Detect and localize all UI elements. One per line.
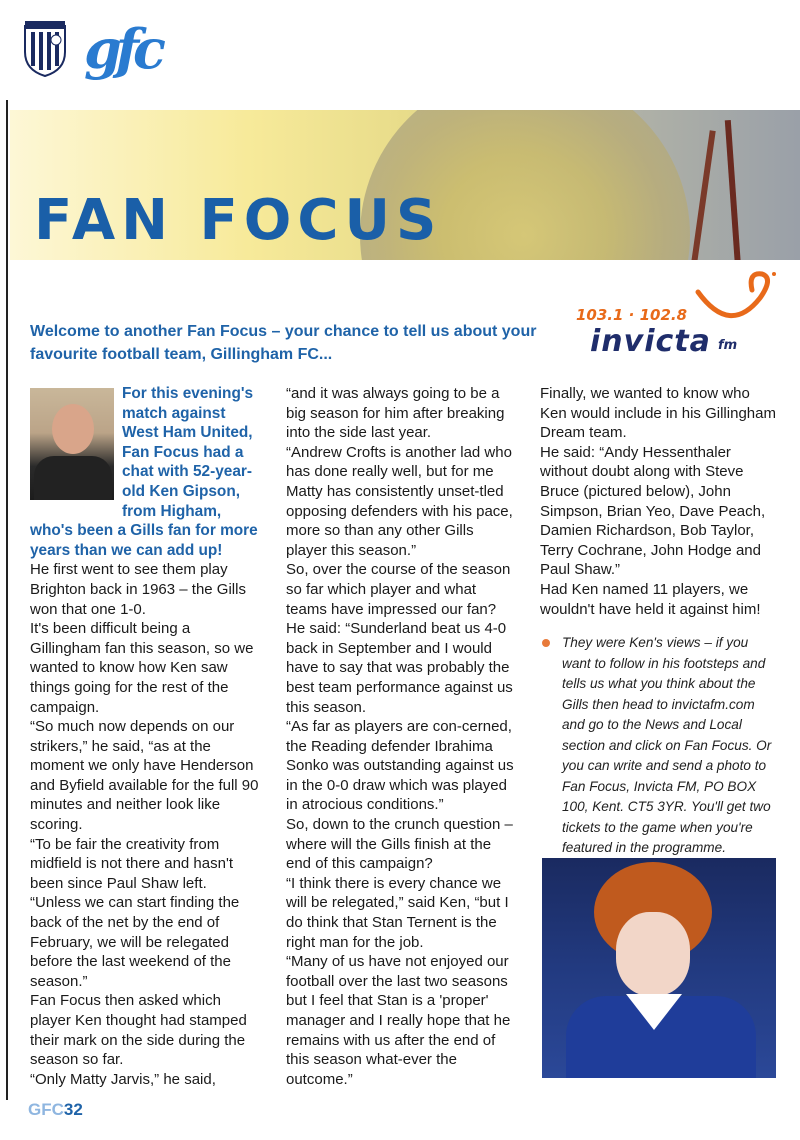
- radio-frequency: 103.1 · 102.8: [576, 306, 688, 324]
- portrait-head: [52, 404, 94, 454]
- paragraph: He said: “Andy Hessenthaler without doubt along with Steve Bruce (pictured below), John Simpson, Brian Yeo, Dave Peach, Damien Richardson, Bob Taylor, Terry Cochrane, John Hodge and Paul Shaw.”: [540, 443, 766, 579]
- banner-decoration: [725, 120, 741, 260]
- lead-paragraph: For this evening's match against West Ham United, Fan Focus had a chat with 52-year-old Ken Gipson, from Higham, who's been a Gills fan for more years than we can add up!: [30, 385, 258, 559]
- page-number: [28, 1100, 83, 1120]
- article-column-2: [286, 384, 518, 1089]
- paragraph: Had Ken named 11 players, we wouldn't have held it against him!: [540, 580, 761, 618]
- intro-text: Welcome to another Fan Focus – your chance to tell us about your favourite football team, Gillingham FC...: [30, 323, 537, 363]
- paragraph: “To be fair the creativity from midfield is not there and hasn't been since Paul Shaw left.: [30, 835, 233, 892]
- header-banner: [10, 110, 800, 260]
- page-title: FAN FOCUS: [34, 188, 443, 253]
- paragraph: “Unless we can start finding the back of the net by the end of February, we will be relegated before the last weekend of the season.”: [30, 894, 240, 990]
- paragraph: So, over the course of the season so far which player and what teams have impressed our fan?: [286, 561, 511, 618]
- paragraph: It's been difficult being a Gillingham fan this season, so we wanted to know how Ken saw things going for the rest of the campaign.: [30, 620, 254, 716]
- paragraph: So, down to the crunch question – where will the Gills finish at the end of this campaign?: [286, 816, 513, 873]
- paragraph: Fan Focus then asked which player Ken thought had stamped their mark on the side during the season so far.: [30, 992, 247, 1069]
- paragraph: “Andrew Crofts is another lad who has done really well, but for me Matty has consistently unset-tled opposing defenders with his pace, more so than any other Gills player this season.”: [286, 443, 513, 559]
- paragraph: He first went to see them play Brighton back in 1963 – the Gills won that one 1-0.: [30, 561, 246, 618]
- banner-decoration: [690, 130, 715, 260]
- page-prefix: GFC: [28, 1100, 64, 1119]
- paragraph: Finally, we wanted to know who Ken would include in his Gillingham Dream team.: [540, 385, 776, 442]
- callout-box: [540, 633, 776, 859]
- paragraph: “Only Matty Jarvis,” he said,: [30, 1070, 216, 1088]
- radio-name: invicta: [590, 324, 711, 359]
- paragraph: “Many of us have not enjoyed our football over the last two seasons but I feel that Stan is a 'proper' manager and I really hope that he remains with us after the end of this season what-ever the outcome.”: [286, 953, 511, 1088]
- radio-suffix: fm: [718, 338, 738, 353]
- ken-gipson-photo: [30, 388, 114, 500]
- paragraph: “As far as players are con-cerned, the Reading defender Ibrahima Sonko was outstanding against us in the 0-0 draw which was played in atrocious conditions.”: [286, 718, 514, 814]
- paragraph: “So much now depends on our strikers,” he said, “as at the moment we only have Henderson and Byfield available for the full 90 minutes and neither look like scoring.: [30, 718, 259, 834]
- article-column-3: [540, 384, 776, 859]
- gfc-logo: gfc: [84, 17, 160, 81]
- portrait-body: [34, 456, 112, 500]
- photo-face: [616, 912, 690, 996]
- article-column-1: [30, 384, 262, 1089]
- paragraph: He said: “Sunderland beat us 4-0 back in September and I would have to say that was probably the best team performance against us this season.: [286, 620, 513, 716]
- steve-bruce-photo: [542, 858, 776, 1078]
- invicta-fm-logo: [570, 270, 780, 370]
- left-margin-rule: [6, 100, 8, 1100]
- paragraph: “and it was always going to be a big season for him after breaking into the side last year.: [286, 385, 505, 442]
- bullet-dot-icon: [542, 639, 550, 647]
- page-digits: 32: [63, 1100, 83, 1119]
- paragraph: “I think there is every chance we will be relegated,” said Ken, “but I do think that Stan Ternent is the right man for the job.: [286, 874, 509, 951]
- callout-text: They were Ken's views – if you want to follow in his footsteps and tells us what you think about the Gills then head to invictafm.com and go to the News and Local section and click on Fan Focus. Or you can write and send a photo to Fan Focus, Invicta FM, PO BOX 100, Kent. CT5 3YR. You'll get two tickets to the game when you're featured in the programme.: [562, 635, 772, 856]
- gillingham-crest-icon: [22, 18, 68, 78]
